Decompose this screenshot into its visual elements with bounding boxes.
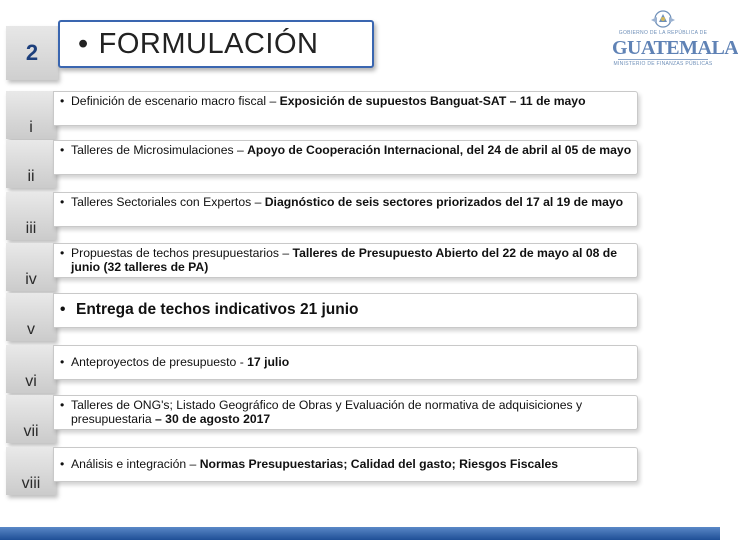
slide-number: 2 <box>6 26 58 80</box>
item-text-bold: Entrega de techos indicativos 21 junio <box>76 301 359 318</box>
item-text-bold: – 30 de agosto 2017 <box>155 412 271 426</box>
roman-numeral: v <box>27 321 35 338</box>
roman-numeral-box <box>6 91 56 139</box>
coat-of-arms-icon <box>648 8 678 30</box>
roman-numeral-box <box>6 140 56 188</box>
logo-rule <box>618 59 708 60</box>
guatemala-logo <box>612 8 738 70</box>
bullet: • <box>60 246 65 260</box>
roman-numeral: iv <box>25 271 37 288</box>
timeline-item <box>53 243 638 278</box>
roman-numeral-box <box>6 395 56 443</box>
item-text-bold: Normas Presupuestarias; Calidad del gasto; Riesgos Fiscales <box>199 457 559 471</box>
roman-numeral: viii <box>21 475 41 492</box>
timeline-item <box>53 140 638 175</box>
timeline-row <box>0 192 720 237</box>
item-text-bold: 17 julio <box>247 355 290 369</box>
timeline-row <box>0 140 720 185</box>
bottom-bar <box>0 527 720 540</box>
timeline-row <box>0 345 720 390</box>
logo-wordmark: GUATEMALA <box>612 37 738 59</box>
item-text-bold: Diagnóstico de seis sectores priorizados del 17 al 19 de mayo <box>264 195 624 209</box>
roman-numeral: ii <box>27 168 35 185</box>
timeline-row <box>0 293 720 338</box>
roman-numeral: iii <box>25 220 37 237</box>
timeline-row <box>0 447 720 492</box>
item-text: Análisis e integración – <box>71 457 200 471</box>
item-text: Talleres de Microsimulaciones – <box>71 143 248 157</box>
bullet: • <box>60 301 66 318</box>
roman-numeral-box <box>6 293 56 341</box>
roman-numeral-box <box>6 192 56 240</box>
timeline-item <box>53 447 638 482</box>
slide-title: FORMULACIÓN <box>98 27 319 60</box>
timeline-row <box>0 91 720 136</box>
bullet: • <box>60 143 65 157</box>
item-text: Propuestas de techos presupuestarios – <box>71 246 293 260</box>
bullet: • <box>60 398 65 412</box>
roman-numeral: vi <box>25 373 37 390</box>
timeline-item <box>53 293 638 328</box>
item-text: Anteproyectos de presupuesto - <box>71 355 248 369</box>
title-box <box>58 20 374 68</box>
timeline-item <box>53 192 638 227</box>
roman-numeral: i <box>29 119 33 136</box>
bullet: • <box>60 355 65 369</box>
bullet: • <box>60 94 65 108</box>
timeline-row <box>0 243 720 288</box>
timeline-row <box>0 395 720 440</box>
bullet: • <box>60 195 65 209</box>
bullet: • <box>60 457 65 471</box>
roman-numeral-box <box>6 345 56 393</box>
roman-numeral-box <box>6 447 56 495</box>
roman-numeral: vii <box>23 423 39 440</box>
timeline-item <box>53 395 638 430</box>
item-text: Definición de escenario macro fiscal – <box>71 94 280 108</box>
item-text: Talleres Sectoriales con Expertos – <box>71 195 265 209</box>
item-text: Talleres de ONG's; Listado Geográfico de Obras y Evaluación de normativa de adquisiciones y presupuestaria <box>71 398 583 426</box>
item-text-bold: Apoyo de Cooperación Internacional, del 24 de abril al 05 de mayo <box>247 143 632 157</box>
item-text-bold: Talleres de Presupuesto Abierto del 22 de mayo al 08 de junio (32 talleres de PA) <box>71 246 617 274</box>
title-bullet: • <box>78 27 89 60</box>
logo-top-text: GOBIERNO DE LA REPÚBLICA DE <box>618 30 708 36</box>
logo-subtitle: MINISTERIO DE FINANZAS PÚBLICAS <box>613 61 713 67</box>
timeline-item <box>53 91 638 126</box>
timeline-item <box>53 345 638 380</box>
roman-numeral-box <box>6 243 56 291</box>
item-text-bold: Exposición de supuestos Banguat-SAT – 11 de mayo <box>279 94 586 108</box>
